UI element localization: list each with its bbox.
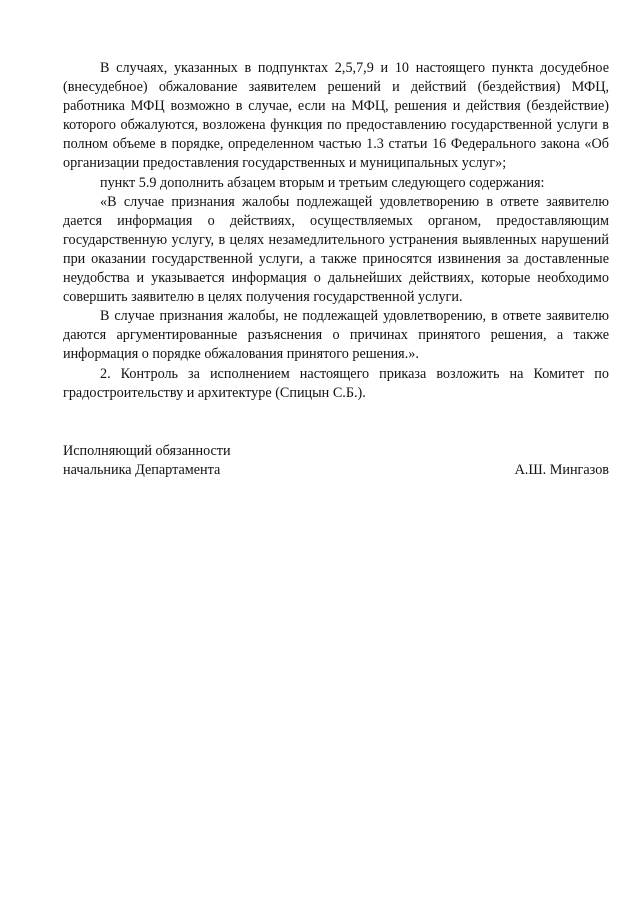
paragraph-amend-5-9: пункт 5.9 дополнить абзацем вторым и третьим следующего содержания: (100, 174, 545, 191)
signature-row (63, 461, 609, 480)
paragraph-mfc-appeal: В случаях, указанных в подпунктах 2,5,7,9 и 10 настоящего пункта досудебное (внесудебное) обжалование заявителем решений и действий (бездействия) МФЦ, работника МФЦ возможно в случае, если на МФЦ, решения и действия (бездействие) которого обжалуются, возложена функция по предоставлению государственной услуги в полном объеме в порядке, определенном частью 1.3 статьи 16 Федерального закона «Об организации предоставления государственных и муниципальных услуг»; (63, 60, 609, 172)
signatory-position-line1: Исполняющий обязанности (63, 443, 231, 459)
signatory-position-line2: начальника Департамента (63, 462, 221, 479)
signatory-name: А.Ш. Мингазов (514, 462, 609, 479)
paragraph-complaint-rejected: В случае признания жалобы, не подлежащей удовлетворению, в ответе заявителю даются аргументированные разъяснения о причинах принятого решения, а также информация о порядке обжалования принятого решения.». (63, 308, 609, 363)
signature-block (63, 442, 609, 480)
paragraph-control: 2. Контроль за исполнением настоящего приказа возложить на Комитет по градостроительству и архитектуре (Спицын С.Б.). (63, 365, 609, 401)
document-body (63, 59, 609, 403)
paragraph-complaint-satisfied: «В случае признания жалобы подлежащей удовлетворению в ответе заявителю дается информация о действиях, осуществляемых органом, предоставляющим государственную услугу, в целях незамедлительного устранения выявленных нарушений при оказании государственной услуги, а также приносятся извинения за доставленные неудобства и указывается информация о дальнейших действиях, которые необходимо совершить заявителю в целях получения государственной услуги. (63, 193, 609, 306)
